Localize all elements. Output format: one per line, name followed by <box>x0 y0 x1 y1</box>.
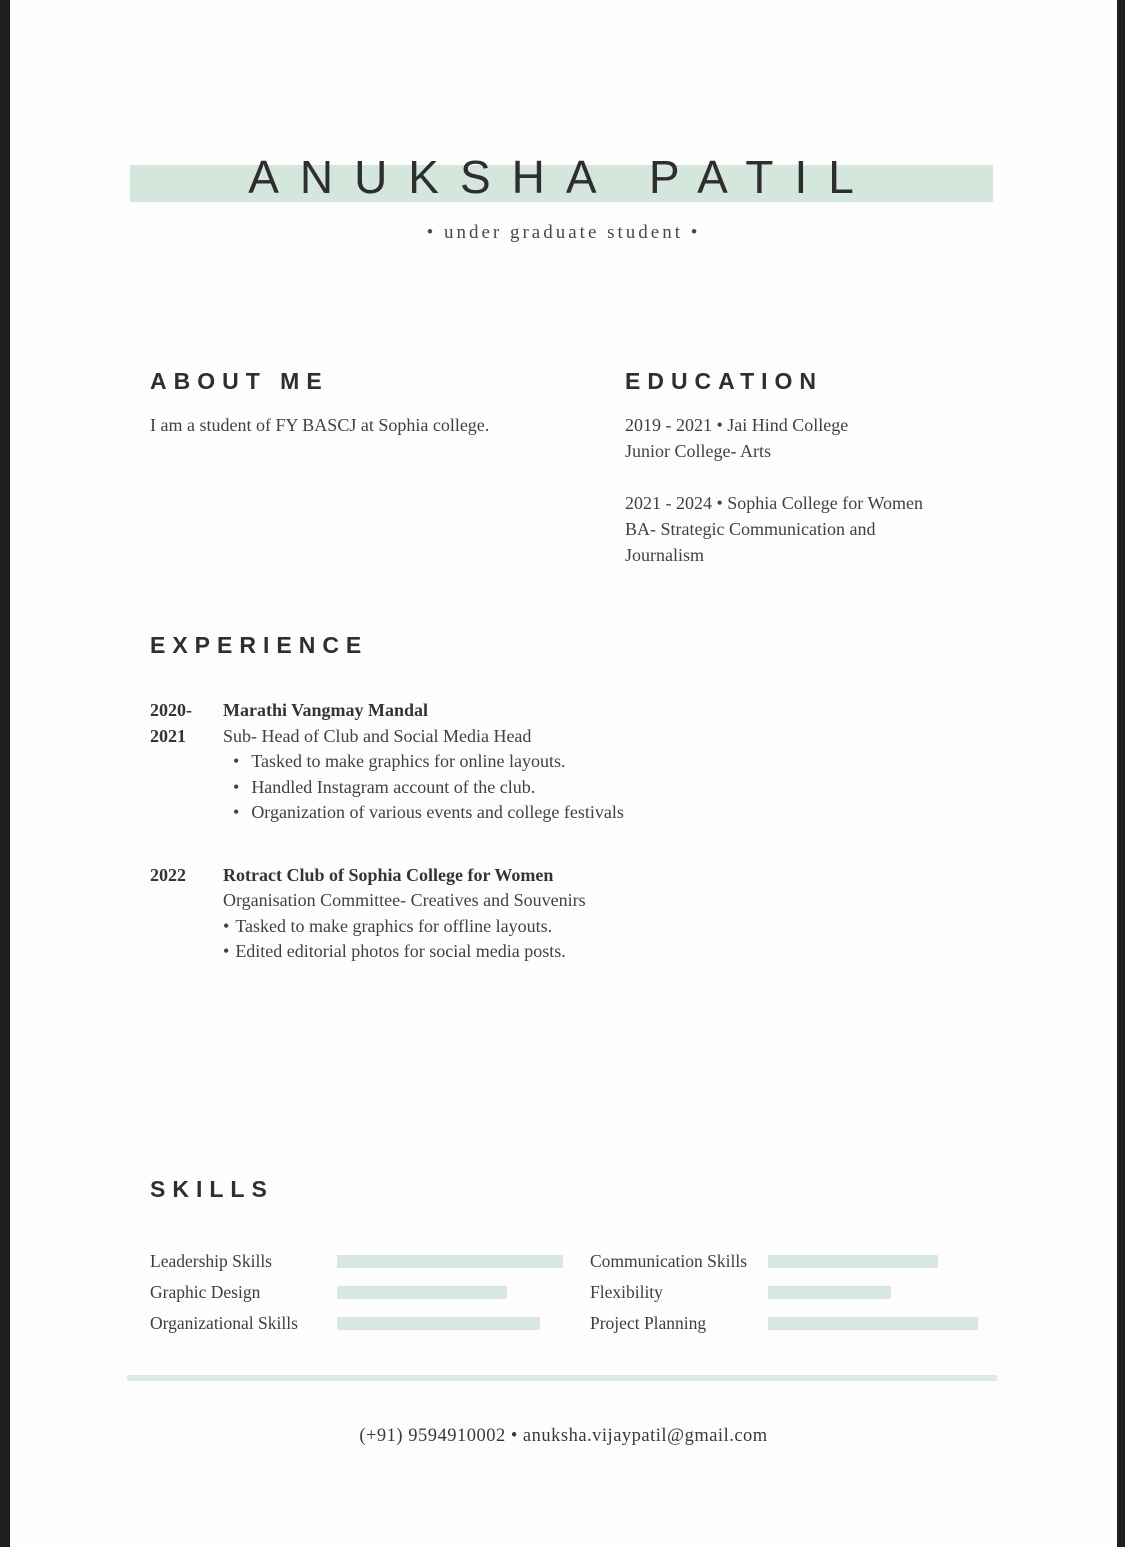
page-title: ANUKSHA PATIL <box>248 151 875 203</box>
skills-column-left <box>150 1246 590 1339</box>
skill-row <box>590 1308 1030 1339</box>
skill-row <box>150 1246 590 1277</box>
bullet-glyph: • <box>233 776 240 797</box>
experience-content <box>223 863 586 965</box>
skill-row <box>590 1246 1030 1277</box>
skill-label: Graphic Design <box>150 1282 261 1302</box>
education-entry-line: BA- Strategic Communication and <box>625 519 876 539</box>
experience-role: Organisation Committee- Creatives and Souvenirs <box>223 890 586 910</box>
skill-level-bar <box>337 1286 507 1299</box>
skill-label: Leadership Skills <box>150 1251 272 1271</box>
footer-divider <box>127 1375 997 1381</box>
experience-bullet <box>223 914 586 940</box>
skills-grid <box>150 1246 1007 1339</box>
experience-bullet-text: Tasked to make graphics for online layouts. <box>251 751 566 771</box>
experience-bullet-list <box>223 749 624 826</box>
skill-row <box>150 1308 590 1339</box>
resume-page <box>10 0 1117 1547</box>
bullet-glyph: • <box>223 941 230 961</box>
experience-content <box>223 698 624 826</box>
experience-title: Rotract Club of Sophia College for Women <box>223 864 554 885</box>
education-entry-line: Journalism <box>625 545 704 565</box>
experience-bullet-list <box>223 914 586 965</box>
experience-bullet <box>223 939 586 965</box>
skill-label: Project Planning <box>590 1313 707 1333</box>
skill-row <box>590 1277 1030 1308</box>
skills-section <box>150 1176 1007 1339</box>
skills-heading: SKILLS <box>150 1176 274 1202</box>
skill-level-bar <box>768 1255 938 1268</box>
tagline: • under graduate student • <box>426 222 701 243</box>
experience-heading: EXPERIENCE <box>150 632 369 658</box>
bullet-glyph: • <box>233 751 240 771</box>
skill-level-bar <box>768 1317 978 1330</box>
education-entry-line: Junior College- Arts <box>625 441 771 461</box>
experience-bullet-text: Edited editorial photos for social media posts. <box>235 941 566 961</box>
skill-row <box>150 1277 590 1308</box>
education-entry <box>625 490 1065 568</box>
experience-bullet <box>223 749 624 775</box>
education-entry-line: 2019 - 2021 • Jai Hind College <box>625 415 849 435</box>
bullet-glyph: • <box>233 802 240 822</box>
experience-date-line: 2021 <box>150 725 186 746</box>
experience-bullet <box>223 775 624 801</box>
education-heading: EDUCATION <box>625 368 824 394</box>
experience-date-line: 2020- <box>150 700 192 720</box>
experience-section <box>150 632 1027 965</box>
experience-entry <box>150 698 1027 826</box>
experience-bullet-text: Organization of various events and college festivals <box>251 802 624 822</box>
skill-label: Flexibility <box>590 1282 663 1302</box>
education-entry <box>625 412 1065 464</box>
experience-bullet-text: Tasked to make graphics for offline layouts. <box>235 915 553 936</box>
experience-bullet <box>223 800 624 826</box>
experience-dates <box>150 698 223 826</box>
name-banner <box>130 151 993 203</box>
skill-label: Communication Skills <box>590 1251 748 1271</box>
experience-dates <box>150 863 223 965</box>
skill-level-bar <box>768 1286 891 1299</box>
skills-column-right <box>590 1246 1030 1339</box>
about-text: I am a student of FY BASCJ at Sophia college. <box>150 415 490 435</box>
skill-label: Organizational Skills <box>150 1313 298 1333</box>
contact-info: (+91) 9594910002 • anuksha.vijaypatil@gmail.com <box>359 1426 768 1446</box>
education-entry-line: 2021 - 2024 • Sophia College for Women <box>625 493 923 513</box>
bullet-glyph: • <box>223 915 230 936</box>
skill-level-bar <box>337 1317 540 1330</box>
experience-date-line: 2022 <box>150 864 186 885</box>
experience-role: Sub- Head of Club and Social Media Head <box>223 725 532 746</box>
experience-title: Marathi Vangmay Mandal <box>223 700 429 720</box>
experience-bullet-text: Handled Instagram account of the club. <box>251 776 536 797</box>
experience-entry <box>150 863 1027 965</box>
about-section <box>150 368 600 438</box>
education-section <box>625 368 1065 594</box>
skill-level-bar <box>337 1255 563 1268</box>
about-heading: ABOUT ME <box>150 368 329 394</box>
